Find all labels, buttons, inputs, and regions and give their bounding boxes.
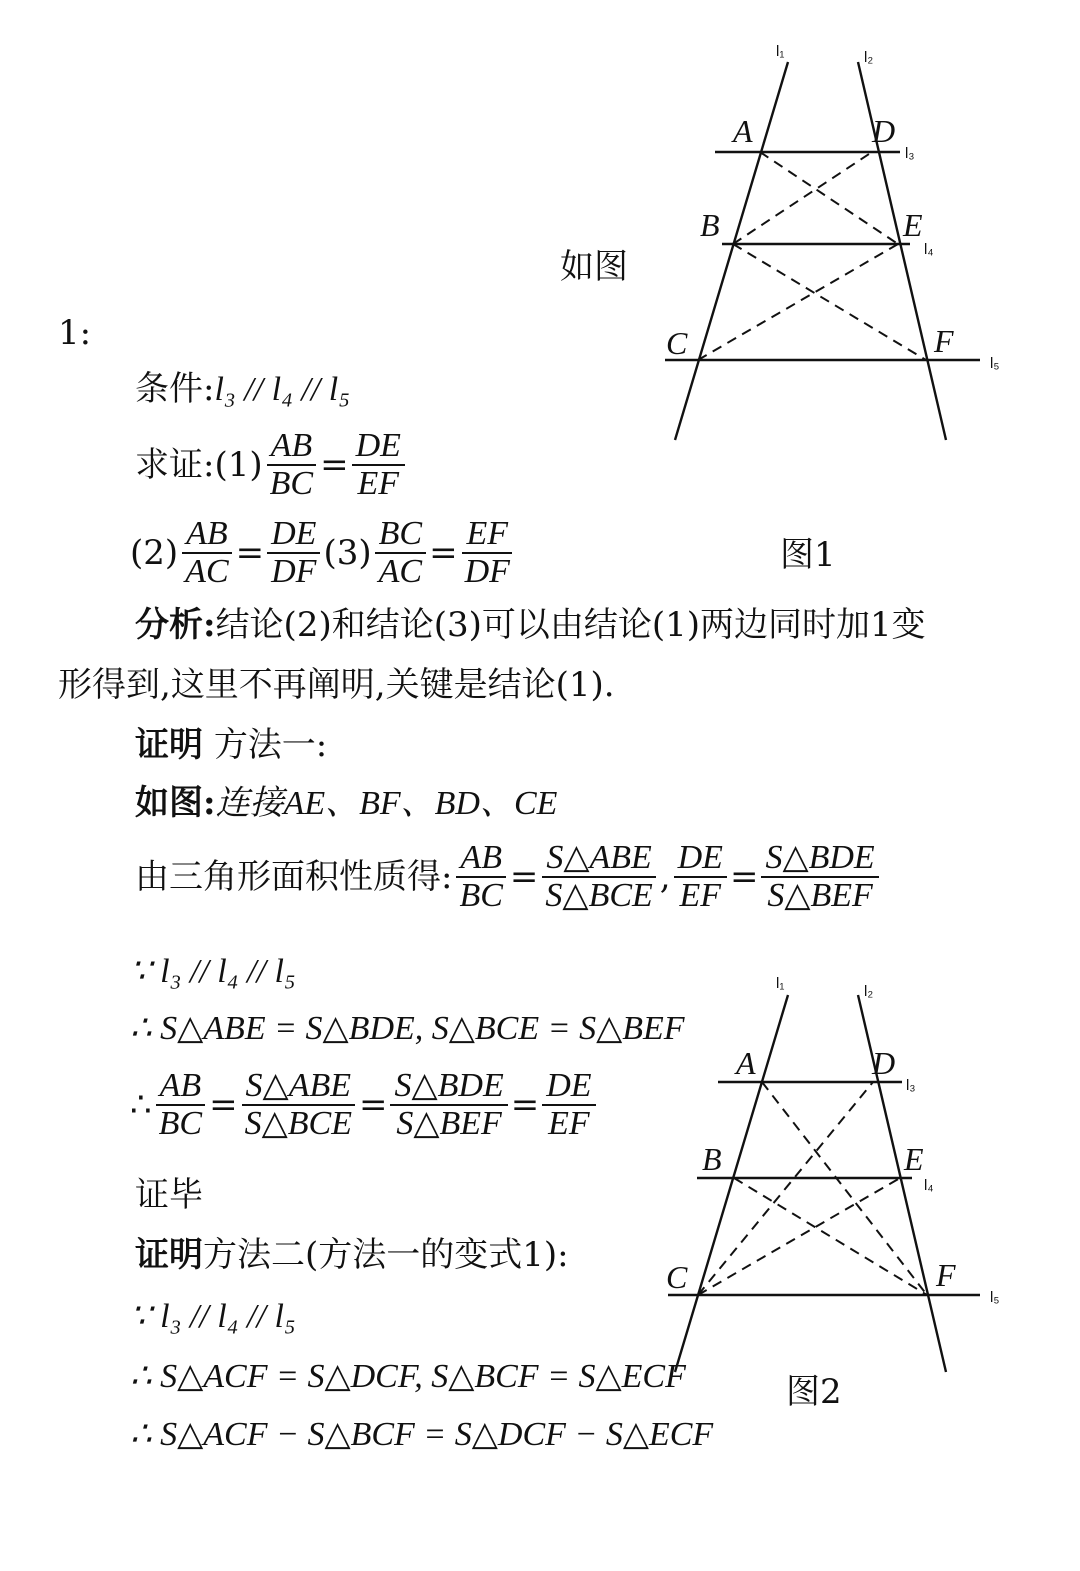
figure-2-caption: 图2 [786, 1372, 842, 1412]
condition-label: 条件: [135, 369, 215, 409]
therefore-4: ∴ S△ACF − S△BCF = S△DCF − S△ECF [130, 1416, 714, 1453]
condition-math: l₃ // l₄ // l₅ [214, 371, 351, 408]
because-2: ∵ l₃ // l₄ // l₅ [130, 1298, 296, 1335]
point-a: A [736, 1045, 756, 1081]
area-property-line: 由三角形面积性质得: $\frac{AB}{BC}$ = $\frac{\text{S△ABE}}{\text{S△BCE}}$ , $\frac{DE}{EF}$ = $\frac{\text{S△BDE}}{\text{S△BEF}}$ [135, 840, 882, 913]
prove-line-2: (2) $\frac{AB}{AC}$ = $\frac{DE}{DF}$ (3) $\frac{BC}{AC}$ = $\frac{EF}{DF}$ [130, 516, 517, 589]
frac-de-ef-2: $\frac{DE}{EF}$ [674, 840, 727, 913]
proof-2-label: 证明 [135, 1235, 203, 1275]
frac-ab-bc-2: $\frac{AB}{BC}$ [455, 840, 506, 913]
therefore-2-prefix: ∴ [130, 1084, 152, 1125]
therefore-2-line: ∴ $\frac{AB}{BC}$ = $\frac{\text{S△ABE}}{\text{S△BCE}}$ = $\frac{\text{S△BDE}}{\text{S△BEF}}$ = $\frac{DE}{EF}$ [130, 1068, 599, 1141]
label-l2: l₂ [864, 983, 874, 1000]
label-l3: l₃ [905, 145, 915, 162]
analysis-label: 分析: [135, 605, 216, 645]
point-f: F [936, 1257, 956, 1293]
point-c: C [666, 325, 688, 361]
connect-line [135, 783, 558, 823]
proof-2-heading [135, 1235, 569, 1275]
label-l5: l₅ [990, 1289, 1000, 1306]
problem-number: 1: [58, 313, 92, 353]
frac-s-bde-bef: $\frac{\text{S△BDE}}{\text{S△BEF}}$ [761, 840, 878, 913]
proof-1-label: 证明 [135, 725, 203, 765]
frac-ab-bc-3: $\frac{AB}{BC}$ [155, 1068, 206, 1141]
point-d: D [872, 1045, 896, 1081]
prove-line-1: 求证: (1) $\frac{AB}{BC}$ = $\frac{DE}{EF}$ [135, 428, 408, 501]
label-l5: l₅ [990, 355, 1000, 372]
analysis-line-1 [135, 605, 926, 645]
point-e: E [904, 1141, 924, 1177]
point-b: B [700, 207, 720, 243]
label-l4: l₄ [924, 1177, 934, 1194]
proof-1-method: 方法一: [213, 725, 328, 765]
therefore-3: ∴ S△ACF = S△DCF, S△BCF = S△ECF [130, 1358, 686, 1395]
area-property-text: 由三角形面积性质得: [135, 856, 453, 897]
prove-2-tag: (2) [130, 532, 179, 573]
frac-ab-ac: $\frac{AB}{AC}$ [181, 516, 232, 589]
label-l1: l₁ [776, 43, 785, 60]
because-1: ∵ l₃ // l₄ // l₅ [130, 953, 296, 990]
segment-bf [734, 1178, 927, 1295]
line-l1 [675, 995, 788, 1372]
label-l2: l₂ [864, 49, 874, 66]
intro-text: 如图 [560, 247, 628, 287]
therefore-1: ∴ S△ABE = S△BDE, S△BCE = S△BEF [130, 1010, 685, 1047]
analysis-text-1: 结论(2)和结论(3)可以由结论(1)两边同时加1变 [215, 605, 926, 645]
point-f: F [934, 323, 954, 359]
condition-line [135, 369, 351, 409]
point-d: D [872, 113, 896, 149]
connect-text: 连接AE、BF、BD、CE [215, 785, 558, 822]
point-e: E [903, 207, 923, 243]
frac-s-bde-bef-2: $\frac{\text{S△BDE}}{\text{S△BEF}}$ [390, 1068, 507, 1141]
frac-s-abe-bce: $\frac{\text{S△ABE}}{\text{S△BCE}}$ [541, 840, 656, 913]
prove-label: 求证: [135, 444, 215, 485]
figure-1-caption: 图1 [780, 535, 836, 575]
point-b: B [702, 1141, 722, 1177]
frac-de-ef: $\frac{DE}{EF}$ [352, 428, 405, 501]
analysis-line-2: 形得到,这里不再阐明,关键是结论(1). [58, 665, 615, 705]
prove-1-tag: (1) [214, 444, 263, 485]
label-l4: l₄ [924, 241, 934, 258]
label-l3: l₃ [906, 1077, 916, 1094]
prove-3-tag: (3) [323, 532, 372, 573]
frac-ab-bc: $\frac{AB}{BC}$ [266, 428, 317, 501]
frac-ef-df: $\frac{EF}{DF}$ [461, 516, 514, 589]
proof-1-heading [135, 725, 328, 765]
point-a: A [733, 113, 753, 149]
connect-label: 如图: [135, 783, 216, 823]
proof-2-method: 方法二(方法一的变式1): [203, 1235, 569, 1275]
point-c: C [666, 1259, 688, 1295]
frac-bc-ac: $\frac{BC}{AC}$ [375, 516, 426, 589]
label-l1: l₁ [776, 975, 785, 992]
proof-end: 证毕 [135, 1175, 203, 1215]
frac-s-abe-bce-2: $\frac{\text{S△ABE}}{\text{S△BCE}}$ [241, 1068, 356, 1141]
frac-de-df: $\frac{DE}{DF}$ [267, 516, 320, 589]
frac-de-ef-3: $\frac{DE}{EF}$ [542, 1068, 595, 1141]
